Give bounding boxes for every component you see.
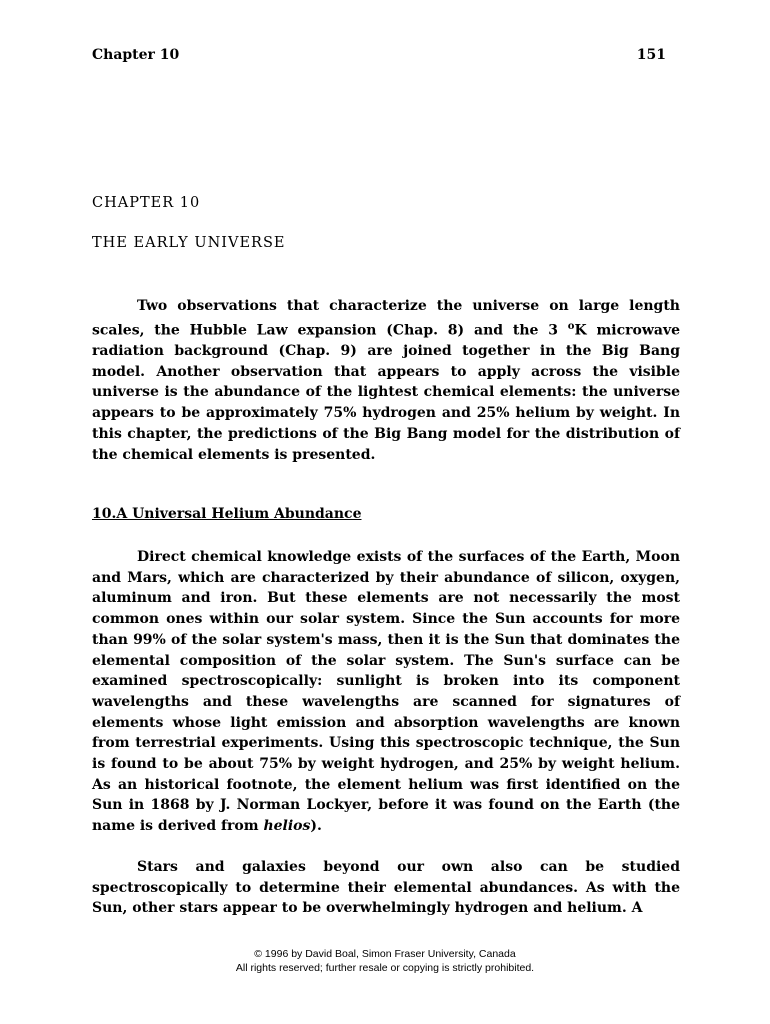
page-number: 151 (636, 47, 666, 63)
intro-text-part1: Two observations that characterize the universe on large length scales, the Hubble Law expansion (Chap. 8) and the 3 (92, 298, 680, 339)
footer (0, 947, 770, 975)
section-heading: 10.A Universal Helium Abundance (92, 506, 362, 522)
helium-paragraph (92, 547, 680, 837)
running-header (92, 47, 666, 63)
helium-paragraph-end: ). (310, 818, 322, 835)
stars-paragraph: Stars and galaxies beyond our own also can be studied spectroscopically to determine their elemental abundances. As with the Sun, other stars appear to be overwhelmingly hydrogen and helium. A (92, 859, 680, 917)
intro-paragraph (92, 296, 680, 465)
chapter-label: CHAPTER 10 (92, 195, 201, 211)
helium-paragraph-text: Direct chemical knowledge exists of the surfaces of the Earth, Moon and Mars, which are characterized by their abundance of silicon, oxygen, aluminum and iron. But these elements are not necessarily the most common ones within our solar system. Since the Sun accounts for more than 99% of the solar system's mass, then it is the Sun that dominates the elemental composition of the solar system. The Sun's surface can be examined spectroscopically: sunlight is broken into its component wavelengths and these wavelengths are scanned for signatures of elements whose light emission and absorption wavelengths are known from terrestrial experiments. Using this spectroscopic technique, the Sun is found to be about 75% by weight hydrogen, and 25% by weight helium. As an historical footnote, the element helium was first identified on the Sun in 1868 by J. Norman Lockyer, before it was found on the Earth (the name is derived from (92, 549, 680, 835)
running-chapter: Chapter 10 (92, 47, 180, 63)
copyright-line: © 1996 by David Boal, Simon Fraser University, Canada (254, 948, 516, 960)
chapter-title: THE EARLY UNIVERSE (92, 235, 286, 251)
intro-text-part2: K microwave radiation background (Chap. 9) are joined together in the Big Bang model. Another observation that appears to apply across the visible universe is the abundance of the lightest chemical elements: the universe appears to be approximately 75% hydrogen and 25% helium by weight. In this chapter, the predictions of the Big Bang model for the distribution of the chemical elements is presented. (92, 322, 680, 463)
degree-superscript: o (567, 320, 575, 332)
helios-italic: helios (263, 818, 311, 835)
rights-line: All rights reserved; further resale or copying is strictly prohibited. (235, 962, 535, 974)
